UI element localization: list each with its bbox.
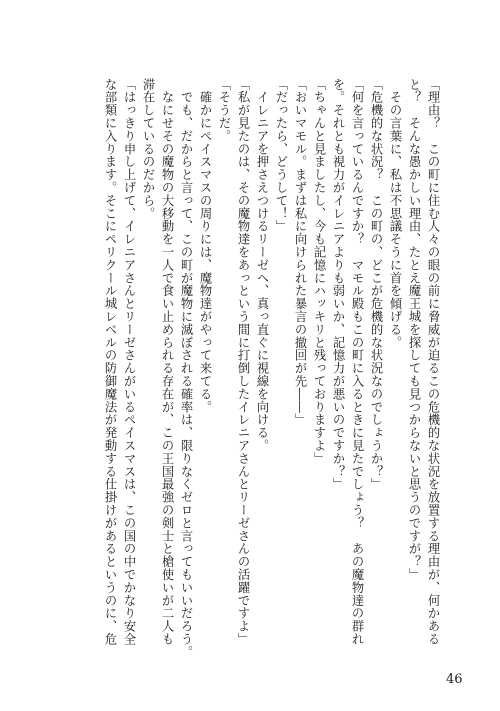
text-line: と？ そんな愚かしい理由、たとえ魔王城を探しても見つからないと思うのですが？」 [407, 78, 421, 582]
text-line: 「理由？ この町に住む人々の眼の前に脅威が迫るこの危機的な状況を放置する理由が、何かある [426, 78, 440, 646]
text-line: 「だったら、どうして！」 [274, 78, 288, 233]
text-line: を。それとも視力がイレニアよりも弱いか、記憶力が悪いのですか？」 [331, 78, 345, 491]
text-line: 「ちゃんと見ましたし、今も記憶にハッキリと残っておりますよ」 [312, 78, 326, 465]
text-line: 「そうだ。 [217, 78, 231, 143]
text-line: その言葉に、私は不思議そうに首を傾げる。 [388, 78, 402, 349]
text-line: イレニアを押さえつけるリーゼへ、真っ直ぐに視線を向ける。 [255, 78, 269, 453]
text-line: 「危機的な状況？ この町の、どこが危機的な状況なのでしょうか？」 [369, 78, 383, 491]
text-line: 滞在しているのだから。 [141, 78, 155, 220]
text-line: でも、だからと言って、この町が魔物に滅ぼされる確率は、限りなくゼロと言ってもいいだろう。 [179, 78, 193, 659]
text-line: 「おいマモル。まずは私に向けられた暴言の撤回が先――」 [293, 78, 307, 427]
text-line: 「何を言っているんですか？ マモル殿もこの町に入るときに見たでしょう？ あの魔物達の群れ [350, 78, 364, 646]
text-line: なにせその魔物の大移動を一人で食い止められる存在が、この王国最強の剣士と槍使いが二人も [160, 78, 174, 646]
text-line: 「私が見たのは、その魔物達をあっという間に打倒したイレニアさんとリーゼさんの活躍ですよ」 [236, 78, 250, 646]
text-line: な部類に入ります。そこにペリクール城レベルの防御魔法が発動する仕掛けがあるというのに、危 [103, 78, 117, 646]
body-text-vertical [42, 78, 442, 659]
text-line: 「はっきり申し上げて、イレニアさんとリーゼさんがいるペイスマスは、この国の中でかなり安全 [122, 78, 136, 646]
text-line: 確かにペイスマスの周りには、魔物達がやって来てる。 [198, 78, 212, 414]
page-number: 46 [446, 672, 463, 687]
